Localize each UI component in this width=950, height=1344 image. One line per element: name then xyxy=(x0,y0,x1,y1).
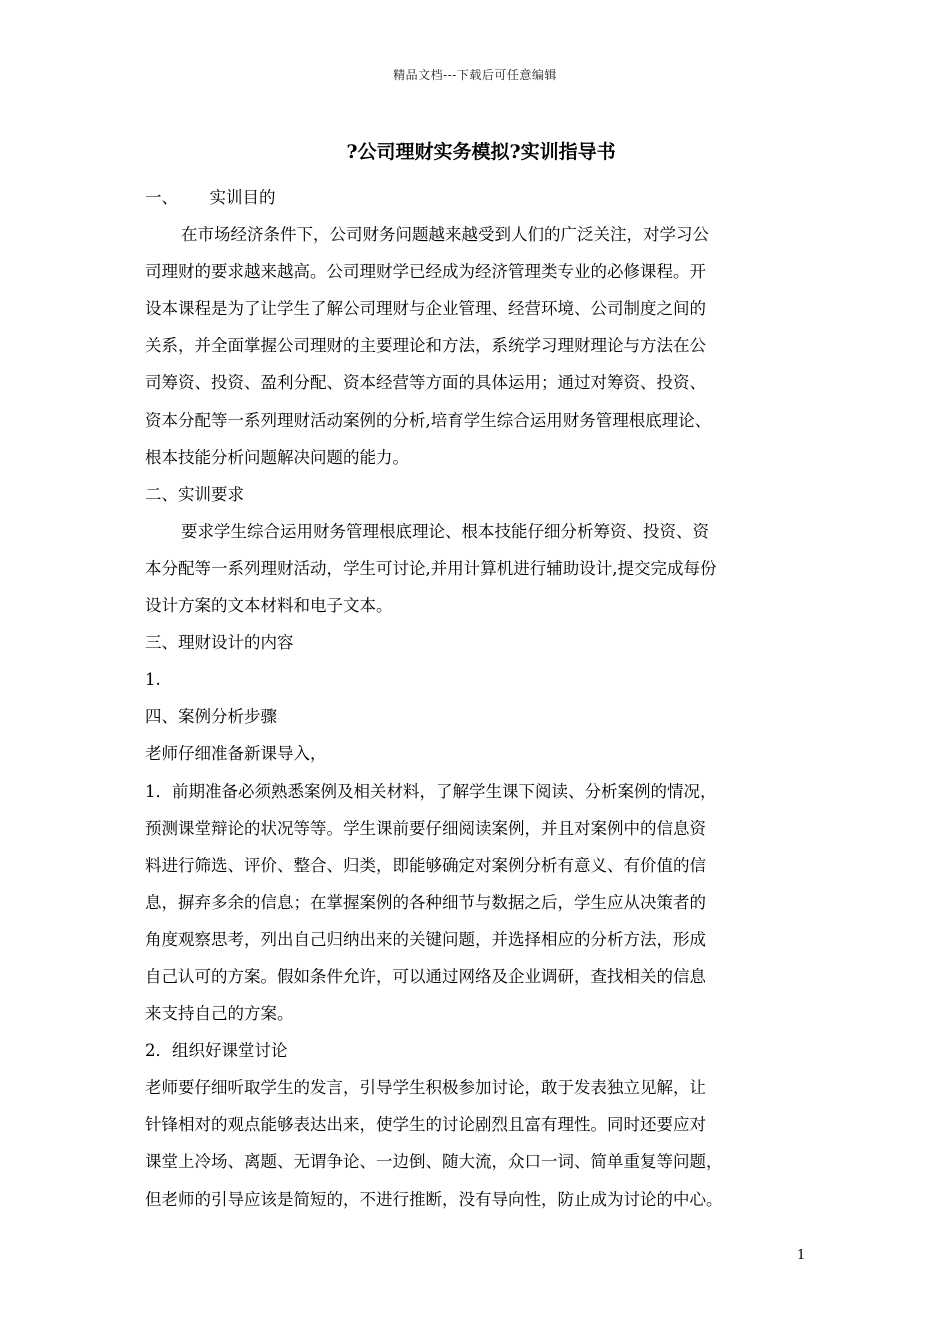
paragraph-line: 设计方案的文本材料和电子文本。 xyxy=(145,596,393,616)
paragraph-line: 司理财的要求越来越高。公司理财学已经成为经济管理类专业的必修课程。开 xyxy=(145,262,706,282)
paragraph-line: 针锋相对的观点能够表达出来，使学生的讨论剧烈且富有理性。同时还要应对 xyxy=(145,1115,706,1135)
paragraph-line: 但老师的引导应该是简短的，不进行推断，没有导向性，防止成为讨论的中心。 xyxy=(145,1189,723,1209)
paragraph-line: 老师仔细准备新课导入， xyxy=(145,744,327,764)
paragraph-line: 根本技能分析问题解决问题的能力。 xyxy=(145,447,409,467)
paragraph-line: 司筹资、投资、盈利分配、资本经营等方面的具体运用；通过对筹资、投资、 xyxy=(145,373,706,393)
paragraph-line: 自己认可的方案。假如条件允许，可以通过网络及企业调研，查找相关的信息 xyxy=(145,966,706,986)
section-heading: 四、案例分析步骤 xyxy=(145,707,277,727)
list-item: 1. xyxy=(145,670,161,690)
page-header: 精品文档---下载后可任意编辑 xyxy=(393,68,557,82)
paragraph-line: 息，摒弃多余的信息；在掌握案例的各种细节与数据之后，学生应从决策者的 xyxy=(145,892,706,912)
paragraph-line: 在市场经济条件下，公司财务问题越来越受到人们的广泛关注，对学习公 xyxy=(181,225,709,245)
paragraph-line: 资本分配等一系列理财活动案例的分析,培育学生综合运用财务管理根底理论、 xyxy=(145,410,712,430)
paragraph-line: 关系，并全面掌握公司理财的主要理论和方法，系统学习理财理论与方法在公 xyxy=(145,336,706,356)
list-item: 1．前期准备必须熟悉案例及相关材料，了解学生课下阅读、分析案例的情况， xyxy=(145,781,717,801)
paragraph-line: 料进行筛选、评价、整合、归类，即能够确定对案例分析有意义、有价值的信 xyxy=(145,855,706,875)
page-number: 1 xyxy=(797,1248,806,1263)
paragraph-line: 要求学生综合运用财务管理根底理论、根本技能仔细分析筹资、投资、资 xyxy=(181,521,709,541)
document-title: ?公司理财实务模拟?实训指导书 xyxy=(346,141,616,163)
paragraph-line: 预测课堂辩论的状况等等。学生课前要仔细阅读案例，并且对案例中的信息资 xyxy=(145,818,706,838)
paragraph-line: 老师要仔细听取学生的发言，引导学生积极参加讨论，敢于发表独立见解，让 xyxy=(145,1078,706,1098)
section-heading: 三、理财设计的内容 xyxy=(145,633,294,653)
list-item: 2．组织好课堂讨论 xyxy=(145,1041,288,1061)
paragraph-lines xyxy=(145,179,817,1218)
paragraph-line: 课堂上冷场、离题、无谓争论、一边倒、随大流，众口一词、简单重复等问题， xyxy=(145,1152,723,1172)
paragraph-line: 角度观察思考，列出自己归纳出来的关键问题，并选择相应的分析方法，形成 xyxy=(145,929,706,949)
section-heading: 一、 实训目的 xyxy=(145,188,276,207)
paragraph-line: 设本课程是为了让学生了解公司理财与企业管理、经营环境、公司制度之间的 xyxy=(145,299,706,319)
paragraph-line: 来支持自己的方案。 xyxy=(145,1004,294,1024)
section-heading: 二、实训要求 xyxy=(145,484,244,504)
document-body xyxy=(145,137,817,1218)
paragraph-line: 本分配等一系列理财活动，学生可讨论,并用计算机进行辅助设计,提交完成每份 xyxy=(145,558,717,578)
